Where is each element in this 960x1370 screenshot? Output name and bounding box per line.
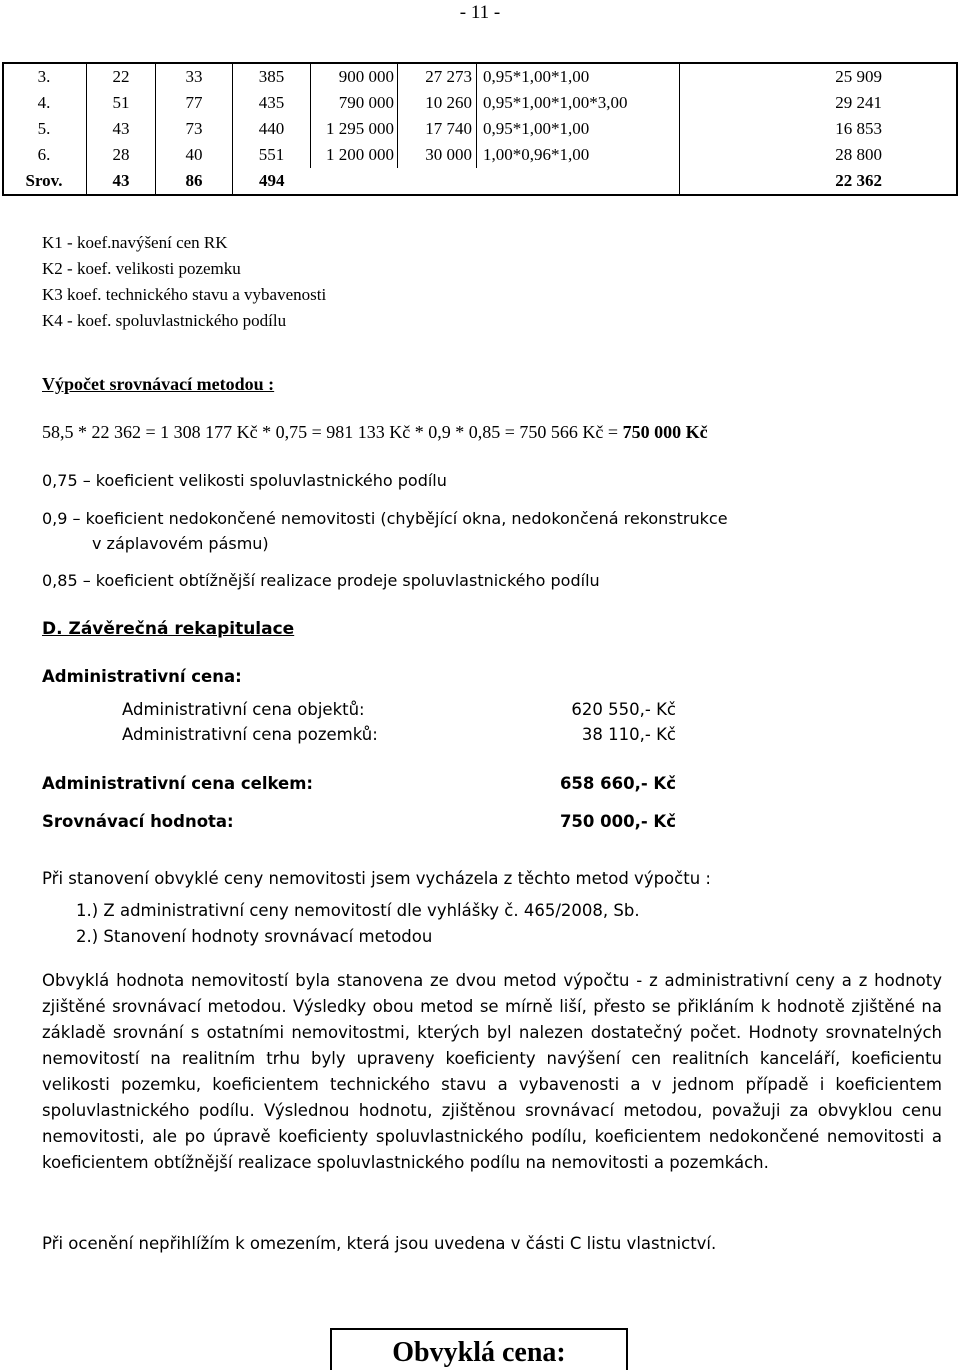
table-cell: 22: [87, 63, 156, 90]
table-cell: 1 200 000: [311, 142, 398, 168]
table-cell: 86: [156, 168, 233, 195]
coefficient-cell: 0,95*1,00*1,00: [477, 116, 680, 142]
row-index: 3.: [37, 67, 51, 86]
table-cell: 17 740: [398, 116, 477, 142]
coefficient-cell: 0,95*1,00*1,00*3,00: [477, 90, 680, 116]
result-cell: 25 909: [680, 63, 958, 90]
result-cell: 22 362: [680, 168, 958, 195]
page-number: - 11 -: [459, 2, 501, 23]
table-cell: 51: [87, 90, 156, 116]
result-cell: 16 853: [680, 116, 958, 142]
table-cell: 28: [87, 142, 156, 168]
table-cell: 43: [87, 116, 156, 142]
comparative-value-label: Srovnávací hodnota:: [42, 812, 234, 831]
note-075: 0,75 – koeficient velikosti spoluvlastnického podílu: [42, 471, 447, 490]
admin-land-value: 38 110,- Kč: [581, 725, 676, 744]
legend-k2: K2 - koef. velikosti pozemku: [42, 259, 241, 278]
table-cell: 43: [87, 168, 156, 195]
table-cell: 551: [233, 142, 311, 168]
final-price-box: Obvyklá cena:: [330, 1328, 628, 1370]
table-cell: 33: [156, 63, 233, 90]
row-index: 5.: [37, 119, 51, 138]
table-total-row: [3, 168, 957, 195]
table-cell: 10 260: [398, 90, 477, 116]
note-09: 0,9 – koeficient nedokončené nemovitosti (chybějící okna, nedokončená rekonstrukce: [42, 509, 728, 528]
legend-k4: K4 - koef. spoluvlastnického podílu: [42, 311, 287, 330]
table-cell: 494: [233, 168, 311, 195]
table-cell: 385: [233, 63, 311, 90]
comparison-table: [2, 62, 958, 196]
table-cell: 40: [156, 142, 233, 168]
table-cell: 30 000: [398, 142, 477, 168]
table-cell: 440: [233, 116, 311, 142]
row-index: Srov.: [25, 171, 63, 190]
limitations-note: Při ocenění nepřihlížím k omezením, která jsou uvedena v části C listu vlastnictví.: [42, 1234, 717, 1253]
table-cell: [398, 168, 477, 195]
table-row: [3, 63, 957, 90]
admin-land-label: Administrativní cena pozemků:: [122, 725, 378, 744]
formula-text: 58,5 * 22 362 = 1 308 177 Kč * 0,75 = 981 133 Kč * 0,9 * 0,85 = 750 566 Kč =: [42, 422, 623, 442]
coefficient-cell: 0,95*1,00*1,00: [477, 63, 680, 90]
table-cell: 27 273: [398, 63, 477, 90]
table-cell: 1 295 000: [311, 116, 398, 142]
admin-total-value: 658 660,- Kč: [559, 774, 676, 793]
result-cell: 28 800: [680, 142, 958, 168]
method-item-2: 2.) Stanovení hodnoty srovnávací metodou: [76, 927, 433, 946]
table-cell: [477, 168, 680, 195]
conclusion-paragraph: Obvyklá hodnota nemovitostí byla stanovena ze dvou metod výpočtu - z administrativní ceny a z hodnoty zjištěné srovnávací metodou. Výsledky obou metod se mírně liší, přesto se přikláním k hodnotě zjištěné na základě srovnání s ostatními nemovitostmi, kterých byl nalezen dostatečný počet. Hodnoty srovnatelných nemovitostí na realitním trhu byly upraveny koeficienty navýšení cen realitních kanceláří, koeficientu velikosti pozemku, koeficientem technického stavu a vybavenosti a v jednom případě i koeficientem spoluvlastnického podílu. Výslednou hodnotu, zjištěnou srovnávací metodou, považuji za obvyklou cenu nemovitosti, ale po úpravě koeficienty spoluvlastnického podílu, koeficientem nedokončené nemovitosti a koeficientem obtížnější realizace spoluvlastnického podílu na nemovitosti a pozemkách.: [42, 971, 942, 1172]
table-cell: 435: [233, 90, 311, 116]
table-cell: 73: [156, 116, 233, 142]
result-cell: 29 241: [680, 90, 958, 116]
formula-result: 750 000 Kč: [622, 422, 708, 442]
comparative-formula: [42, 422, 708, 443]
table-cell: 900 000: [311, 63, 398, 90]
table-cell: 77: [156, 90, 233, 116]
admin-price-label: Administrativní cena:: [42, 667, 242, 686]
table-row: [3, 142, 957, 168]
row-index: 4.: [37, 93, 51, 112]
admin-total-label: Administrativní cena celkem:: [42, 774, 313, 793]
admin-objects-value: 620 550,- Kč: [571, 700, 676, 719]
comparative-value: 750 000,- Kč: [559, 812, 676, 831]
legend-k1: K1 - koef.navýšení cen RK: [42, 233, 228, 252]
row-index: 6.: [37, 145, 51, 164]
table-cell: [311, 168, 398, 195]
comparative-heading: Výpočet srovnávací metodou :: [42, 374, 275, 394]
note-09-continued: v záplavovém pásmu): [92, 534, 269, 553]
table-row: [3, 116, 957, 142]
table-row: [3, 90, 957, 116]
methods-intro: Při stanovení obvyklé ceny nemovitosti jsem vycházela z těchto metod výpočtu :: [42, 869, 711, 888]
note-085: 0,85 – koeficient obtížnější realizace prodeje spoluvlastnického podílu: [42, 571, 600, 590]
admin-objects-label: Administrativní cena objektů:: [122, 700, 365, 719]
table-cell: 790 000: [311, 90, 398, 116]
section-d-heading: D. Závěrečná rekapitulace: [42, 619, 295, 639]
legend-k3: K3 koef. technického stavu a vybavenosti: [42, 285, 327, 304]
coefficient-cell: 1,00*0,96*1,00: [477, 142, 680, 168]
method-item-1: 1.) Z administrativní ceny nemovitostí dle vyhlášky č. 465/2008, Sb.: [76, 901, 640, 920]
